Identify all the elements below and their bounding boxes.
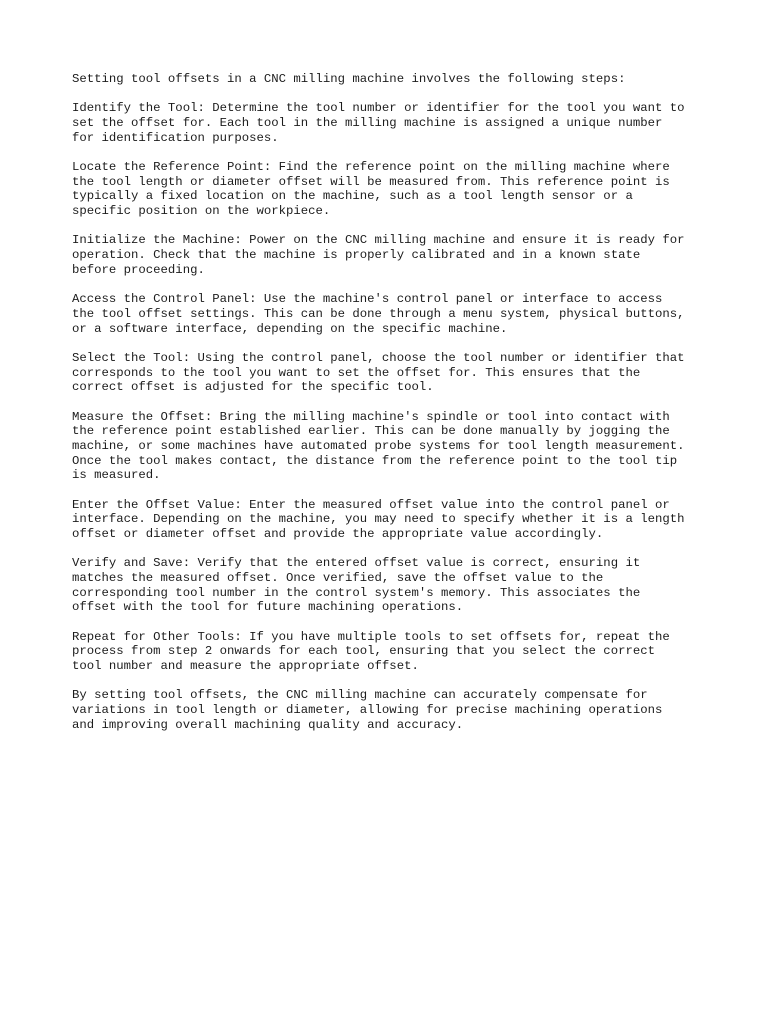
- step-enter-offset-value: Enter the Offset Value: Enter the measured offset value into the control panel or interface. Depending on the machine, you may need to specify whether it is a length offset or diameter offset and provide the appropriate value accordingly.: [72, 497, 685, 542]
- step-initialize-machine: Initialize the Machine: Power on the CNC milling machine and ensure it is ready for operation. Check that the machine is properly calibrated and in a known state before proceeding.: [72, 233, 685, 277]
- step-locate-reference-point: Locate the Reference Point: Find the reference point on the milling machine where the tool length or diameter offset will be measured from. This reference point is typically a fixed location on the machine, such as a tool length sensor or a specific position on the workpiece.: [72, 160, 670, 219]
- step-verify-and-save: Verify and Save: Verify that the entered offset value is correct, ensuring it matches the measured offset. Once verified, save the offset value to the corresponding tool number in the control system's memory. This associates the offset with the tool for future machining operations.: [72, 556, 641, 615]
- step-access-control-panel: Access the Control Panel: Use the machine's control panel or interface to access the tool offset settings. This can be done through a menu system, physical buttons, or a software interface, depending on the specific machine.: [72, 292, 685, 336]
- step-identify-tool: Identify the Tool: Determine the tool number or identifier for the tool you want to set the offset for. Each tool in the milling machine is assigned a unique number for identification purposes.: [72, 101, 685, 145]
- step-select-tool: Select the Tool: Using the control panel, choose the tool number or identifier that corresponds to the tool you want to set the offset for. This ensures that the correct offset is adjusted for the specific tool.: [72, 350, 685, 395]
- intro-paragraph: Setting tool offsets in a CNC milling machine involves the following steps:: [72, 72, 626, 86]
- conclusion-paragraph: By setting tool offsets, the CNC milling machine can accurately compensate for variations in tool length or diameter, allowing for precise machining operations and improving overall machining quality and accuracy.: [72, 688, 663, 732]
- step-measure-offset: Measure the Offset: Bring the milling machine's spindle or tool into contact with the reference point established earlier. This can be done manually by jogging the machine, or some machines have automated probe systems for tool length measurement. Once the tool makes contact, the distance from the reference point to the tool tip is measured.: [72, 409, 685, 483]
- step-repeat-other-tools: Repeat for Other Tools: If you have multiple tools to set offsets for, repeat the process from step 2 onwards for each tool, ensuring that you select the correct tool number and measure the appropriate offset.: [72, 629, 670, 674]
